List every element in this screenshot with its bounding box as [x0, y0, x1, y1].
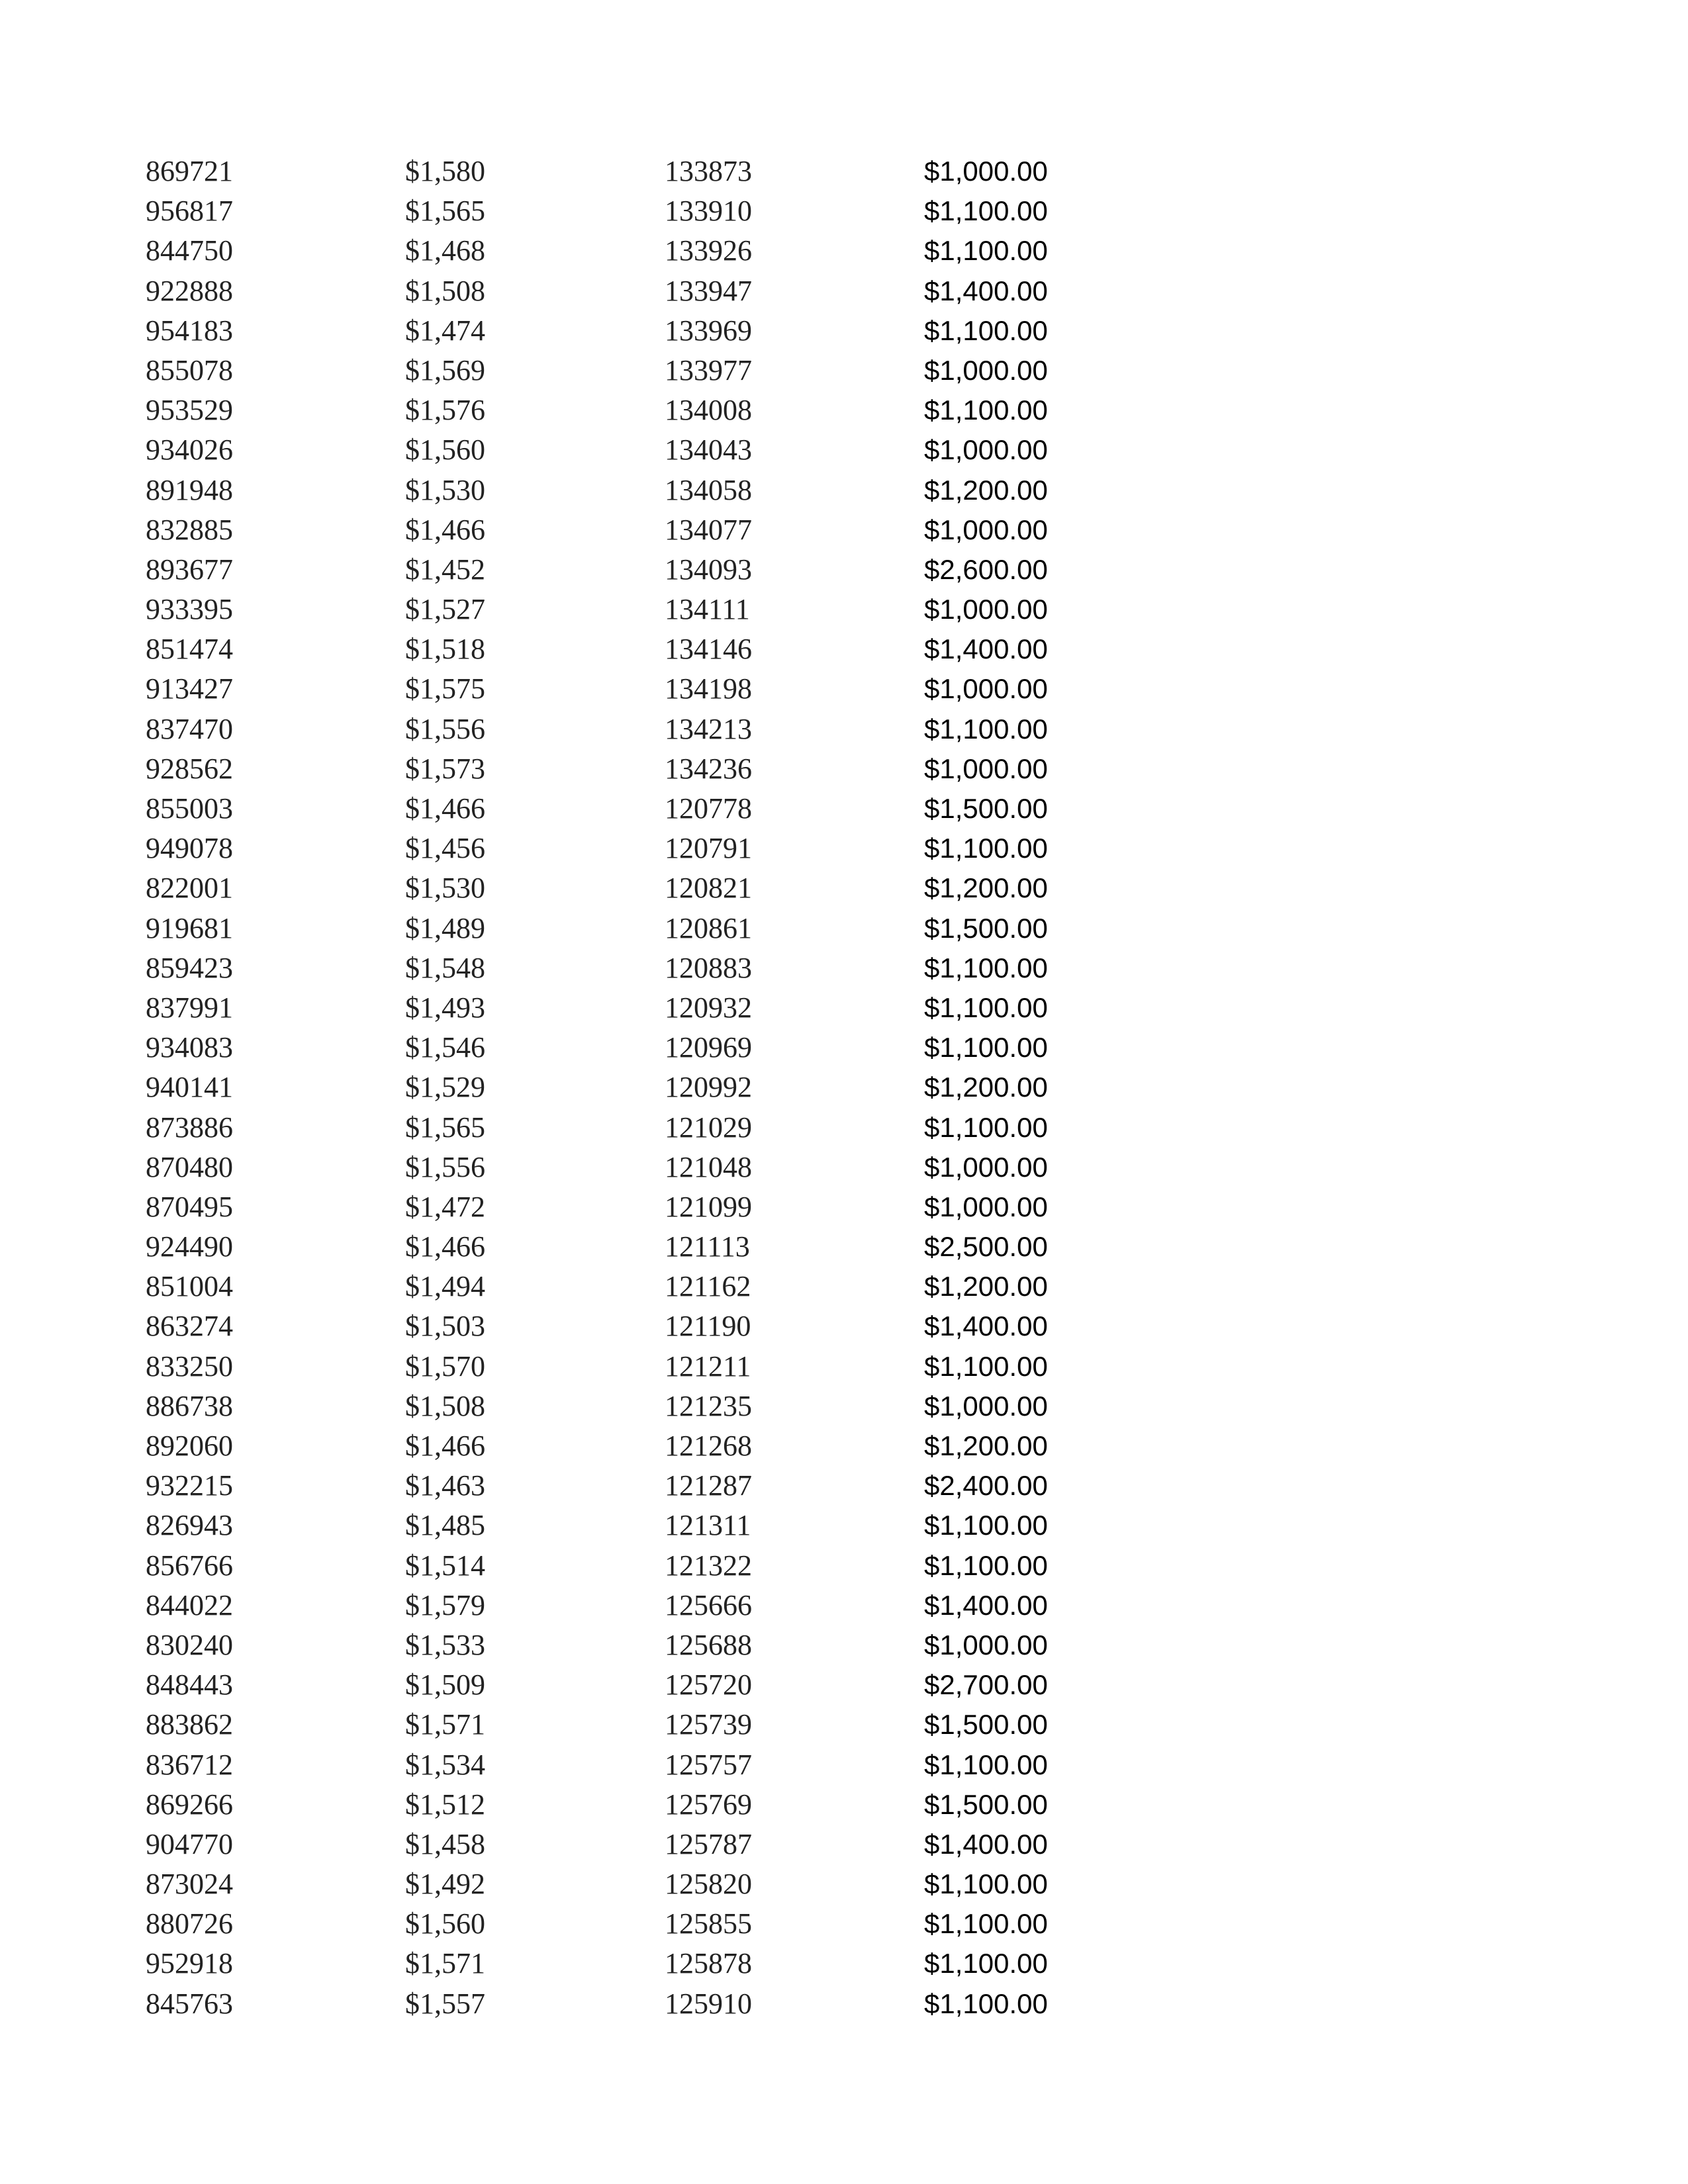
table-row	[0, 1347, 1688, 1387]
id-cell: 873024	[146, 1868, 233, 1901]
amount-cell: $1,468	[405, 234, 485, 267]
table-row	[0, 1904, 1688, 1944]
id-cell: 833250	[146, 1349, 233, 1383]
amount-cell: $1,546	[405, 1031, 485, 1064]
id-cell: 844750	[146, 234, 233, 267]
ref-number-cell: 120992	[665, 1071, 752, 1104]
table-row	[0, 1306, 1688, 1346]
ref-number-cell: 125666	[665, 1588, 752, 1621]
ref-number-cell: 125720	[665, 1668, 752, 1702]
ref-number-cell: 121029	[665, 1111, 752, 1144]
table-row	[0, 1108, 1688, 1148]
id-cell: 836712	[146, 1748, 233, 1781]
table-row	[0, 271, 1688, 311]
id-cell: 913427	[146, 672, 233, 705]
id-cell: 886738	[146, 1389, 233, 1422]
amount-cell: $1,556	[405, 1150, 485, 1183]
amount-cell: $1,571	[405, 1947, 485, 1980]
payment-cell: $1,100.00	[924, 833, 1048, 864]
payment-cell: $1,100.00	[924, 1948, 1048, 1979]
table-row	[0, 789, 1688, 829]
payment-cell: $1,000.00	[924, 1629, 1048, 1661]
amount-cell: $1,557	[405, 1987, 485, 2020]
table-row	[0, 1148, 1688, 1187]
id-cell: 934083	[146, 1031, 233, 1064]
payment-cell: $1,100.00	[924, 1908, 1048, 1940]
id-cell: 859423	[146, 951, 233, 984]
id-cell: 956817	[146, 195, 233, 228]
amount-cell: $1,514	[405, 1549, 485, 1582]
id-cell: 837991	[146, 991, 233, 1024]
id-cell: 848443	[146, 1668, 233, 1702]
amount-cell: $1,485	[405, 1509, 485, 1542]
ref-number-cell: 121268	[665, 1430, 752, 1462]
table-row	[0, 1864, 1688, 1904]
amount-cell: $1,466	[405, 1230, 485, 1263]
ref-number-cell: 120821	[665, 872, 752, 905]
id-cell: 922888	[146, 274, 233, 307]
table-row	[0, 1745, 1688, 1785]
table-row	[0, 1187, 1688, 1227]
ref-number-cell: 133969	[665, 314, 752, 347]
table-row	[0, 471, 1688, 510]
id-cell: 869721	[146, 155, 233, 187]
table-row	[0, 948, 1688, 988]
amount-cell: $1,570	[405, 1349, 485, 1383]
id-cell: 837470	[146, 712, 233, 745]
amount-cell: $1,548	[405, 951, 485, 984]
id-cell: 919681	[146, 911, 233, 944]
table-row	[0, 1586, 1688, 1625]
payment-cell: $1,200.00	[924, 872, 1048, 904]
amount-cell: $1,565	[405, 195, 485, 228]
ref-number-cell: 125855	[665, 1907, 752, 1940]
amount-cell: $1,579	[405, 1588, 485, 1621]
ref-number-cell: 121235	[665, 1389, 752, 1422]
ref-number-cell: 134111	[665, 593, 750, 626]
payment-cell: $1,100.00	[924, 1032, 1048, 1064]
table-row	[0, 390, 1688, 430]
id-cell: 880726	[146, 1907, 233, 1940]
payment-cell: $1,000.00	[924, 514, 1048, 545]
table-row	[0, 1068, 1688, 1107]
id-cell: 953529	[146, 394, 233, 427]
amount-cell: $1,576	[405, 394, 485, 427]
id-cell: 856766	[146, 1549, 233, 1582]
ref-number-cell: 121162	[665, 1270, 751, 1303]
payment-cell: $1,200.00	[924, 1271, 1048, 1302]
amount-cell: $1,466	[405, 513, 485, 546]
payment-cell: $1,100.00	[924, 235, 1048, 267]
ref-number-cell: 134236	[665, 752, 752, 785]
amount-cell: $1,463	[405, 1469, 485, 1502]
amount-cell: $1,560	[405, 1907, 485, 1940]
table-row	[0, 868, 1688, 908]
id-cell: 940141	[146, 1071, 233, 1104]
table-row	[0, 1825, 1688, 1864]
amount-cell: $1,534	[405, 1748, 485, 1781]
id-cell: 933395	[146, 593, 233, 626]
payment-cell: $1,400.00	[924, 1589, 1048, 1621]
table-row	[0, 829, 1688, 868]
ref-number-cell: 120932	[665, 991, 752, 1024]
amount-cell: $1,508	[405, 1389, 485, 1422]
id-cell: 891948	[146, 473, 233, 506]
id-cell: 949078	[146, 832, 233, 865]
table-row	[0, 351, 1688, 390]
id-cell: 952918	[146, 1947, 233, 1980]
payment-cell: $1,200.00	[924, 1430, 1048, 1461]
id-cell: 830240	[146, 1628, 233, 1661]
amount-cell: $1,503	[405, 1310, 485, 1343]
payment-cell: $1,400.00	[924, 275, 1048, 306]
amount-cell: $1,527	[405, 593, 485, 626]
payment-cell: $1,100.00	[924, 952, 1048, 983]
ref-number-cell: 121211	[665, 1349, 751, 1383]
payment-cell: $1,100.00	[924, 1749, 1048, 1780]
ref-number-cell: 121113	[665, 1230, 750, 1263]
id-cell: 822001	[146, 872, 233, 905]
amount-cell: $1,580	[405, 155, 485, 187]
amount-cell: $1,456	[405, 832, 485, 865]
amount-cell: $1,474	[405, 314, 485, 347]
ref-number-cell: 120861	[665, 911, 752, 944]
payment-cell: $1,400.00	[924, 1310, 1048, 1342]
payment-cell: $2,400.00	[924, 1470, 1048, 1502]
id-cell: 845763	[146, 1987, 233, 2020]
payment-cell: $1,100.00	[924, 314, 1048, 346]
ref-number-cell: 133926	[665, 234, 752, 267]
payment-cell: $1,000.00	[924, 752, 1048, 784]
ref-number-cell: 125787	[665, 1827, 752, 1860]
payment-cell: $1,100.00	[924, 991, 1048, 1023]
amount-cell: $1,508	[405, 274, 485, 307]
ref-number-cell: 134058	[665, 473, 752, 506]
table-row	[0, 590, 1688, 629]
amount-cell: $1,518	[405, 633, 485, 666]
ref-number-cell: 121311	[665, 1509, 751, 1542]
ref-number-cell: 120969	[665, 1031, 752, 1064]
payment-cell: $1,000.00	[924, 1151, 1048, 1183]
ref-number-cell: 125739	[665, 1708, 752, 1741]
data-table	[0, 152, 1688, 2028]
table-row	[0, 1984, 1688, 2028]
ref-number-cell: 120883	[665, 951, 752, 984]
id-cell: 893677	[146, 553, 233, 586]
ref-number-cell: 121048	[665, 1150, 752, 1183]
amount-cell: $1,560	[405, 433, 485, 467]
payment-cell: $1,100.00	[924, 1111, 1048, 1143]
ref-number-cell: 121287	[665, 1469, 752, 1502]
payment-cell: $1,500.00	[924, 1788, 1048, 1820]
amount-cell: $1,530	[405, 872, 485, 905]
payment-cell: $1,000.00	[924, 1390, 1048, 1422]
amount-cell: $1,493	[405, 991, 485, 1024]
table-row	[0, 669, 1688, 709]
table-row	[0, 1028, 1688, 1068]
table-row	[0, 1625, 1688, 1665]
amount-cell: $1,494	[405, 1270, 485, 1303]
payment-cell: $1,100.00	[924, 1350, 1048, 1382]
payment-cell: $1,100.00	[924, 394, 1048, 426]
amount-cell: $1,509	[405, 1668, 485, 1702]
payment-cell: $1,100.00	[924, 1510, 1048, 1541]
id-cell: 883862	[146, 1708, 233, 1741]
ref-number-cell: 120791	[665, 832, 752, 865]
id-cell: 826943	[146, 1509, 233, 1542]
payment-cell: $1,400.00	[924, 633, 1048, 665]
payment-cell: $1,500.00	[924, 912, 1048, 944]
id-cell: 844022	[146, 1588, 233, 1621]
id-cell: 832885	[146, 513, 233, 546]
table-row	[0, 430, 1688, 470]
amount-cell: $1,575	[405, 672, 485, 705]
amount-cell: $1,489	[405, 911, 485, 944]
id-cell: 863274	[146, 1310, 233, 1343]
ref-number-cell: 134213	[665, 712, 752, 745]
id-cell: 904770	[146, 1827, 233, 1860]
amount-cell: $1,458	[405, 1827, 485, 1860]
id-cell: 851474	[146, 633, 233, 666]
table-row	[0, 1665, 1688, 1705]
id-cell: 928562	[146, 752, 233, 785]
id-cell: 869266	[146, 1788, 233, 1821]
payment-cell: $2,700.00	[924, 1669, 1048, 1701]
table-row	[0, 749, 1688, 789]
amount-cell: $1,556	[405, 712, 485, 745]
id-cell: 855003	[146, 792, 233, 825]
id-cell: 870480	[146, 1150, 233, 1183]
payment-cell: $1,000.00	[924, 354, 1048, 386]
amount-cell: $1,529	[405, 1071, 485, 1104]
id-cell: 892060	[146, 1430, 233, 1462]
payment-cell: $1,400.00	[924, 1828, 1048, 1860]
payment-cell: $1,200.00	[924, 1071, 1048, 1103]
payment-cell: $1,500.00	[924, 793, 1048, 824]
ref-number-cell: 125757	[665, 1748, 752, 1781]
ref-number-cell: 134093	[665, 553, 752, 586]
payment-cell: $1,100.00	[924, 1868, 1048, 1900]
table-row	[0, 152, 1688, 191]
table-row	[0, 1546, 1688, 1586]
table-row	[0, 629, 1688, 669]
payment-cell: $2,600.00	[924, 553, 1048, 585]
ref-number-cell: 121190	[665, 1310, 751, 1343]
id-cell: 870495	[146, 1190, 233, 1223]
payment-cell: $1,100.00	[924, 1549, 1048, 1581]
id-cell: 954183	[146, 314, 233, 347]
id-cell: 924490	[146, 1230, 233, 1263]
amount-cell: $1,466	[405, 792, 485, 825]
id-cell: 932215	[146, 1469, 233, 1502]
amount-cell: $1,512	[405, 1788, 485, 1821]
table-row	[0, 1785, 1688, 1825]
ref-number-cell: 133977	[665, 353, 752, 387]
table-row	[0, 191, 1688, 231]
amount-cell: $1,573	[405, 752, 485, 785]
table-row	[0, 231, 1688, 271]
amount-cell: $1,565	[405, 1111, 485, 1144]
payment-cell: $1,500.00	[924, 1709, 1048, 1741]
table-row	[0, 988, 1688, 1028]
payment-cell: $1,100.00	[924, 713, 1048, 745]
amount-cell: $1,472	[405, 1190, 485, 1223]
table-row	[0, 1506, 1688, 1545]
table-row	[0, 909, 1688, 948]
payment-cell: $1,100.00	[924, 1987, 1048, 2019]
table-row	[0, 1705, 1688, 1745]
ref-number-cell: 125769	[665, 1788, 752, 1821]
ref-number-cell: 134198	[665, 672, 752, 705]
table-row	[0, 1426, 1688, 1466]
payment-cell: $1,000.00	[924, 594, 1048, 625]
ref-number-cell: 125820	[665, 1868, 752, 1901]
table-row	[0, 1227, 1688, 1267]
ref-number-cell: 121099	[665, 1190, 752, 1223]
amount-cell: $1,571	[405, 1708, 485, 1741]
ref-number-cell: 120778	[665, 792, 752, 825]
id-cell: 873886	[146, 1111, 233, 1144]
table-row	[0, 510, 1688, 550]
ref-number-cell: 125878	[665, 1947, 752, 1980]
table-row	[0, 709, 1688, 749]
ref-number-cell: 134043	[665, 433, 752, 467]
table-row	[0, 1944, 1688, 1983]
payment-cell: $1,000.00	[924, 1191, 1048, 1222]
ref-number-cell: 133910	[665, 195, 752, 228]
id-cell: 934026	[146, 433, 233, 467]
amount-cell: $1,530	[405, 473, 485, 506]
ref-number-cell: 133873	[665, 155, 752, 187]
ref-number-cell: 134146	[665, 633, 752, 666]
payment-cell: $1,000.00	[924, 673, 1048, 705]
payment-cell: $1,200.00	[924, 474, 1048, 506]
ref-number-cell: 125910	[665, 1987, 752, 2020]
amount-cell: $1,466	[405, 1430, 485, 1462]
amount-cell: $1,533	[405, 1628, 485, 1661]
ref-number-cell: 125688	[665, 1628, 752, 1661]
ref-number-cell: 134077	[665, 513, 752, 546]
ref-number-cell: 133947	[665, 274, 752, 307]
ref-number-cell: 134008	[665, 394, 752, 427]
id-cell: 851004	[146, 1270, 233, 1303]
table-row	[0, 311, 1688, 351]
table-row	[0, 1267, 1688, 1306]
payment-cell: $1,000.00	[924, 156, 1048, 187]
table-row	[0, 550, 1688, 590]
payment-cell: $2,500.00	[924, 1231, 1048, 1263]
amount-cell: $1,492	[405, 1868, 485, 1901]
table-row	[0, 1387, 1688, 1426]
payment-cell: $1,100.00	[924, 195, 1048, 227]
amount-cell: $1,569	[405, 353, 485, 387]
amount-cell: $1,452	[405, 553, 485, 586]
id-cell: 855078	[146, 353, 233, 387]
table-row	[0, 1466, 1688, 1506]
payment-cell: $1,000.00	[924, 434, 1048, 466]
ref-number-cell: 121322	[665, 1549, 752, 1582]
